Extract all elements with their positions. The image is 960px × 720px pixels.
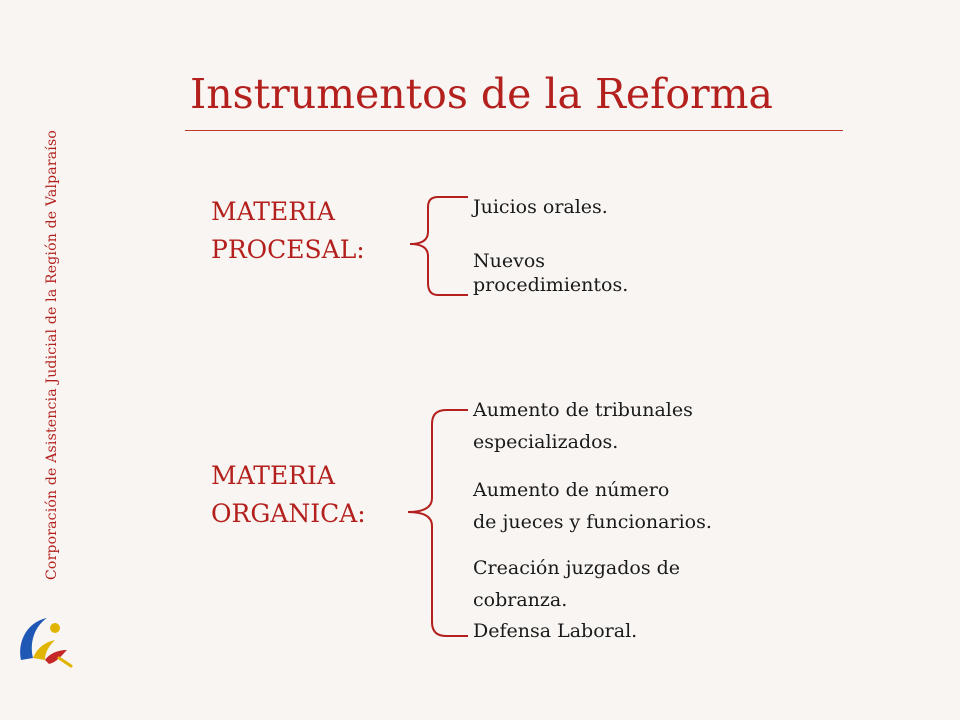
list-item-text: procedimientos. [473,274,629,296]
list-item-text: Aumento de número [473,479,670,501]
list-item [473,249,628,297]
group-label-line: MATERIA [211,461,335,490]
list-item [473,196,608,218]
list-item-text: cobranza. [473,589,568,611]
list-item-text: Defensa Laboral. [473,620,638,642]
list-item-text: Aumento de tribunales [473,399,693,421]
list-item [473,474,712,538]
list-item-text: Nuevos [473,250,546,272]
list-item-text: especializados. [473,431,619,453]
curly-brace-procesal [410,197,468,295]
group-label-line: ORGANICA: [211,499,366,528]
list-item-text: Juicios orales. [473,196,608,218]
organization-side-text: Corporación de Asistencia Judicial de la Región de Valparaíso [44,130,60,580]
list-item-text: de jueces y funcionarios. [473,511,712,533]
list-item [473,552,680,616]
slide-title: Instrumentos de la Reforma [190,70,773,118]
group-label-line: MATERIA [211,197,335,226]
list-item [473,620,637,642]
title-divider [185,130,843,131]
list-item-text: Creación juzgados de [473,557,681,579]
list-item [473,394,693,458]
group-label-line: PROCESAL: [211,235,365,264]
group-label-organica [211,457,366,533]
caj-logo-icon [15,612,77,668]
group-label-procesal [211,193,365,269]
curly-brace-organica [408,410,468,636]
